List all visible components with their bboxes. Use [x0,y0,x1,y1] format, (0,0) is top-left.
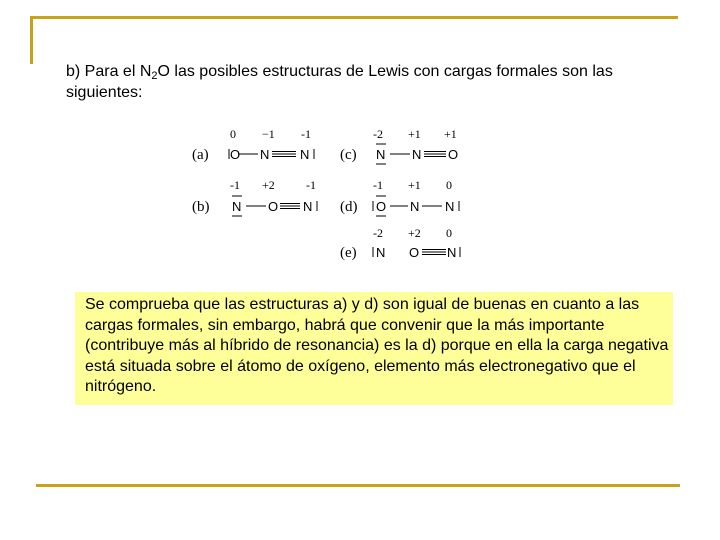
structure-c-atom-3: O [448,147,459,162]
structure-e-label: (e) [340,245,357,261]
structure-b-atom-1: N [232,199,242,214]
structure-b-charge-3: -1 [306,178,316,192]
structure-a-charge-1: 0 [230,127,236,141]
structure-a-charge-3: -1 [301,127,311,141]
structure-c-charge-2: +1 [408,127,421,141]
structure-a-label: (a) [192,147,209,163]
structure-e-charge-3: 0 [446,226,452,240]
structure-b-charge-1: -1 [230,178,240,192]
conclusion-note: Se comprueba que las estructuras a) y d) son igual de buenas en cuanto a las cargas formales, sin embargo, habrá que convenir que la más importante (contribuye más al híbrido de resonancia) es la d) porque en ella la carga negativa está situada sobre el átomo de oxígeno, elemento más electronegativo que el nitrógeno. [75,292,673,405]
structure-d-atom-3: N [445,199,455,214]
structure-e-atom-2: O [409,245,420,260]
structure-d-atom-1: O [376,199,387,214]
structure-c-label: (c) [340,147,357,163]
structure-b-charge-2: +2 [262,178,275,192]
structure-c-charge-1: -2 [373,127,383,141]
frame-bottom-rule [36,484,680,487]
heading-text-1: b) Para el N [66,63,152,80]
structure-c-atom-2: N [412,147,422,162]
structure-e-atom-1: N [376,245,386,260]
structure-c-charge-3: +1 [444,127,457,141]
structure-b-label: (b) [192,199,210,215]
structure-a-atom-1: O [230,147,241,162]
frame-left-rule [30,16,33,64]
lewis-structures-diagram [188,122,478,268]
structure-d-label: (d) [340,199,358,215]
slide-heading [66,61,686,103]
structure-b-atom-2: O [268,199,279,214]
structure-d-charge-1: -1 [373,178,383,192]
structure-d-charge-3: 0 [446,178,452,192]
structure-a-charge-2: −1 [262,127,275,141]
heading-subscript: 2 [151,70,158,82]
structure-b-atom-3: N [303,199,313,214]
heading-text-2: O las posibles estructuras de Lewis con cargas formales son las siguientes: [66,63,613,101]
structure-e-atom-3: N [447,245,457,260]
structure-e-charge-1: -2 [373,226,383,240]
structure-a-atom-3: N [300,147,310,162]
structure-d-charge-2: +1 [408,178,421,192]
structure-e-charge-2: +2 [408,226,421,240]
frame-top-rule [30,16,678,19]
structure-a-atom-2: N [260,147,270,162]
structure-d-atom-2: N [410,199,420,214]
structure-c-atom-1: N [376,147,386,162]
